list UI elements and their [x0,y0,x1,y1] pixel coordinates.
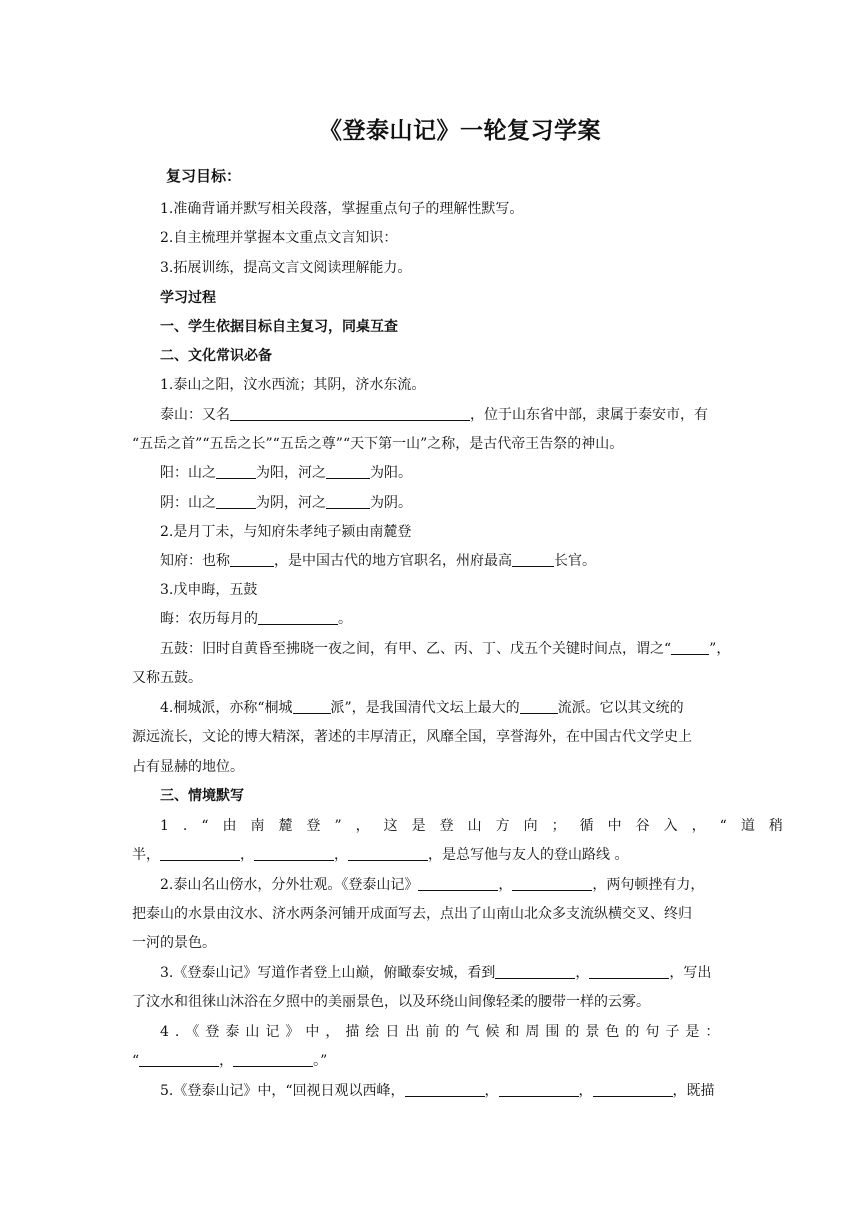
i1-text-e: ，是总写他与友人的登山路线 。 [428,847,629,863]
section-3-heading: 三、情境默写 [160,788,244,804]
i5-text-a: 5.《登泰山记》中，“回视日观以西峰， [160,1083,405,1099]
blank[interactable] [139,1052,219,1067]
item-2-line-1 [160,875,735,895]
i3-text-a: 3.《登泰山记》写道作者登上山巅，俯瞰泰安城，看到 [160,965,496,981]
blank[interactable] [258,610,338,625]
blank[interactable] [254,846,334,861]
process-heading: 学习过程 [160,290,216,306]
goal-item-2: 2.自主梳理并掌握本文重点文言知识： [160,230,398,246]
i4-text-b: “ [132,1053,140,1069]
yin-text-c: 为阴。 [370,495,412,511]
blank[interactable] [216,494,256,509]
i5-text-d: ，既描 [672,1083,715,1099]
blank[interactable] [418,876,498,891]
culture-question-3: 3.戊申晦，五鼓 [160,582,258,598]
zhifu-line [160,551,735,571]
i4-text-c: ， [219,1053,234,1069]
tongcheng-line-3: 占有显赫的地位。 [132,759,244,775]
blank[interactable] [326,464,370,479]
item-3-line-1 [160,963,735,983]
hui-text-b: 。 [338,611,352,627]
i2-text-b: ， [498,877,513,893]
yin-line [160,493,735,513]
blank[interactable] [520,699,558,714]
i2-text-c: ，两句顿挫有力， [592,877,705,893]
culture-question-2: 2.是月丁未，与知府朱孝纯子颍由南麓登 [160,524,412,540]
item-1-line-1: 1.“由南麓登”，这是登山方向；循中谷入，“道稍 [160,818,797,834]
section-1-heading: 一、学生依据目标自主复习，同桌互查 [160,319,398,335]
wugu-line [160,639,735,659]
blank[interactable] [671,640,709,655]
i1-text-b: 半， [132,847,160,863]
document-title: 《登泰山记》一轮复习学案 [319,118,601,144]
wugu-text-b: ”， [709,641,731,657]
section-2-heading: 二、文化常识必备 [160,348,272,364]
i2-text-a: 2.泰山名山傍水，分外壮观。《登泰山记》 [160,877,419,893]
blank[interactable] [589,964,669,979]
item-2-line-2: 把泰山的水景由汶水、济水两条河铺开成面写去，点出了山南山北众多支流纵横交叉、终归 [132,906,692,922]
blank[interactable] [495,964,575,979]
i5-text-b: ， [484,1083,499,1099]
blank[interactable] [293,699,331,714]
item-1-line-2 [132,845,707,865]
hui-line [160,609,735,629]
q4-text-c: 流派。它以其文统的 [557,700,684,716]
yin-text-a: 阴：山之 [160,495,216,511]
blank[interactable] [499,1082,579,1097]
zhifu-text-b: ，是中国古代的地方官职名，州府最高 [274,553,512,569]
q4-text-a: 4.桐城派，亦称“桐城 [160,700,293,716]
wugu-text-a: 五鼓：旧时自黄昏至拂晓一夜之间，有甲、乙、丙、丁、戊五个关键时间点，谓之“ [160,641,672,657]
taishan-text-b: ，位于山东省中部，隶属于泰安市，有 [470,407,708,423]
blank[interactable] [348,846,428,861]
taishan-line [160,405,735,425]
i4-text-d: 。” [313,1053,328,1069]
tongcheng-line [160,698,735,718]
yang-text-b: 为阳，河之 [256,465,326,481]
blank[interactable] [230,552,274,567]
taishan-line-2: “五岳之首”“五岳之长”“五岳之尊”“天下第一山”之称，是古代帝王告祭的神山。 [132,436,624,452]
taishan-text-a: 泰山：又名 [160,407,230,423]
item-2-line-3: 一河的景色。 [132,935,216,951]
blank[interactable] [233,1052,313,1067]
zhifu-text-c: 长官。 [554,553,596,569]
item-4-line-2 [132,1051,707,1071]
blank[interactable] [230,406,470,421]
blank[interactable] [160,846,240,861]
i3-text-c: ，写出 [669,965,712,981]
blank[interactable] [593,1082,673,1097]
goals-heading: 复习目标： [166,167,242,185]
blank[interactable] [512,552,554,567]
yang-text-c: 为阳。 [370,465,412,481]
wugu-line-2: 又称五鼓。 [132,670,202,686]
hui-text-a: 晦：农历每月的 [160,611,258,627]
culture-question-1: 1.泰山之阳，汶水西流；其阴，济水东流。 [160,377,426,393]
zhifu-text-a: 知府：也称 [160,553,230,569]
i1-text-c: ， [240,847,254,863]
item-5-line-1 [160,1081,735,1101]
yang-line [160,463,735,483]
q4-text-b: 派”，是我国清代文坛上最大的 [330,700,520,716]
item-4-line-1: 4.《登泰山记》中，描绘日出前的气候和周围的景色的句子是： [160,1024,726,1040]
i1-text-d: ， [334,847,348,863]
blank[interactable] [405,1082,485,1097]
i3-text-b: ， [575,965,590,981]
yang-text-a: 阳：山之 [160,465,216,481]
blank[interactable] [326,494,370,509]
i5-text-c: ， [578,1083,593,1099]
tongcheng-line-2: 源远流长，文论的博大精深，著述的丰厚清正，风靡全国，享誉海外，在中国古代文学史上 [132,729,692,745]
item-3-line-2: 了汶水和徂徕山沐浴在夕照中的美丽景色，以及环绕山间像轻柔的腰带一样的云雾。 [132,994,650,1010]
goal-item-1: 1.准确背诵并默写相关段落，掌握重点句子的理解性默写。 [160,201,524,217]
yin-text-b: 为阴，河之 [256,495,326,511]
blank[interactable] [216,464,256,479]
blank[interactable] [512,876,592,891]
goal-item-3: 3.拓展训练，提高文言文阅读理解能力。 [160,260,412,276]
